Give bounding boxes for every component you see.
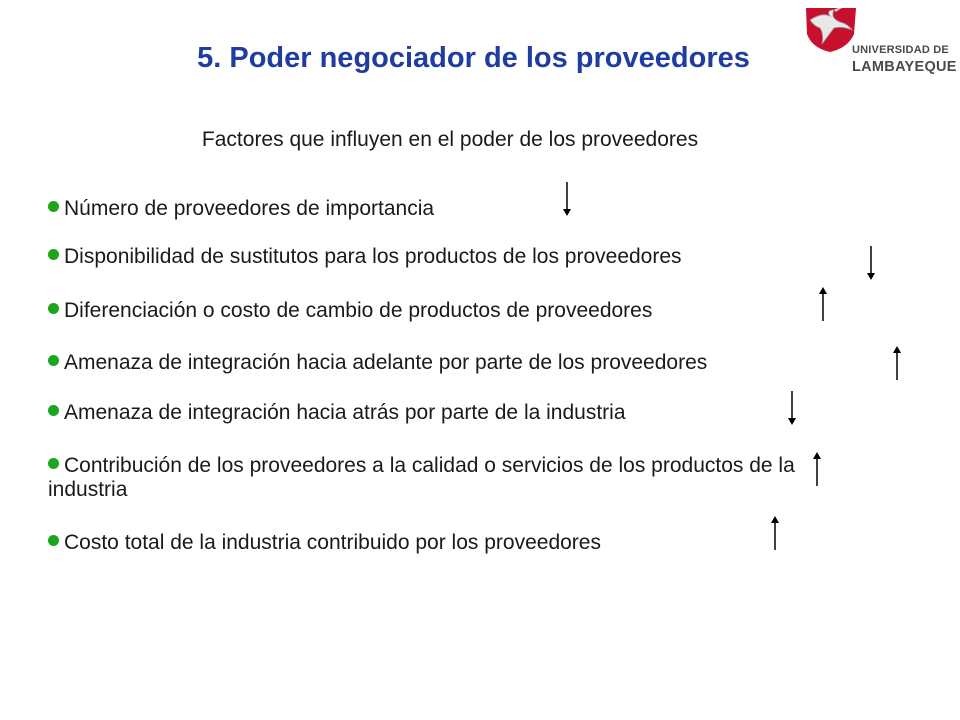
factor-text: Amenaza de integración hacia atrás por parte de la industria [64,401,626,424]
factors-heading: Factores que influyen en el poder de los proveedores [201,128,699,151]
bullet-icon [48,535,59,546]
logo-text-line2: LAMBAYEQUE [852,59,957,75]
factor-item [48,401,808,425]
arrow-up-icon [817,285,829,323]
factor-item [48,454,808,502]
slide-title: 5. Poder negociador de los proveedores [197,42,750,74]
factor-text: Disponibilidad de sustitutos para los productos de los proveedores [64,245,682,268]
bullet-icon [48,405,59,416]
factor-item [48,351,908,375]
factor-text: Costo total de la industria contribuido por los proveedores [64,531,601,554]
factor-item [48,299,828,323]
arrow-down-icon [561,180,573,218]
arrow-up-icon [891,344,903,382]
factor-text: Amenaza de integración hacia adelante por parte de los proveedores [64,351,708,374]
factor-item [48,531,768,555]
bullet-icon [48,201,59,212]
bullet-icon [48,249,59,260]
arrow-up-icon [769,514,781,552]
bullet-icon [48,355,59,366]
arrow-up-icon [811,450,823,488]
bullet-icon [48,458,59,469]
factor-text: Contribución de los proveedores a la calidad o servicios de los productos de la industria [48,454,795,501]
bullet-icon [48,303,59,314]
factor-item [48,245,888,269]
university-logo [800,4,957,80]
bird-shield-icon [800,4,860,54]
logo-text-line1: UNIVERSIDAD DE [852,44,949,56]
factor-text: Número de proveedores de importancia [64,197,435,220]
factor-text: Diferenciación o costo de cambio de productos de proveedores [64,299,653,322]
factor-item [48,197,608,221]
arrow-down-icon [865,244,877,282]
arrow-down-icon [786,389,798,427]
